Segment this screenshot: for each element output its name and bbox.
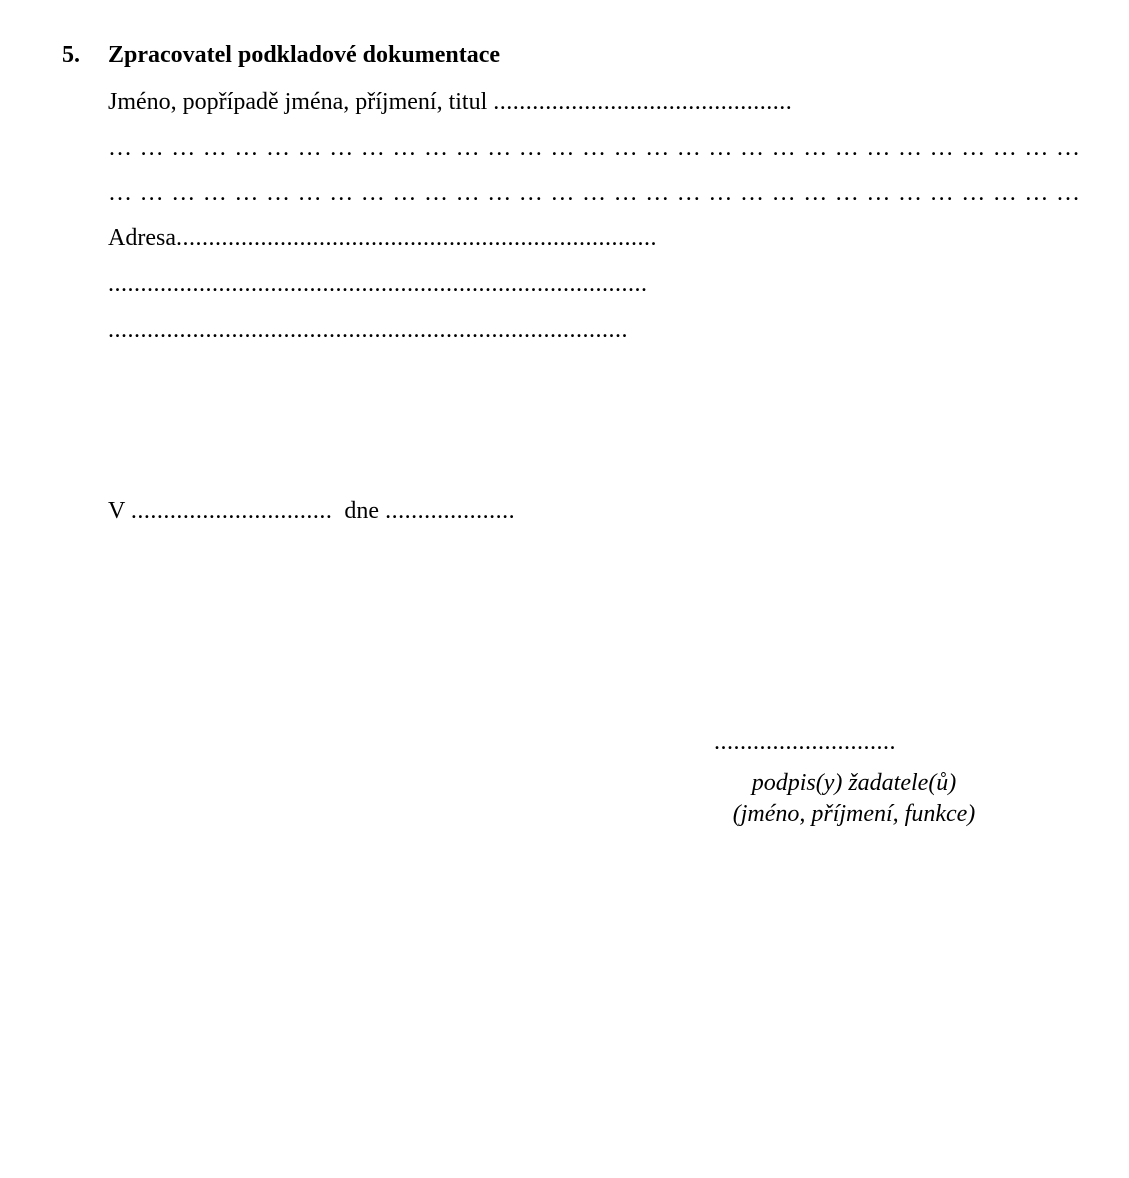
signature-label: podpis(y) žadatele(ů) bbox=[751, 770, 957, 796]
section-number: 5. bbox=[62, 42, 80, 68]
name-field-label: Jméno, popřípadě jména, příjmení, titul bbox=[108, 89, 488, 115]
address-field-blank-line-2: ................................................................................... bbox=[108, 271, 648, 297]
name-field-blank-line-3: … … … … … … … … … … … … … … … … … … … … … … … … … … … … … … … bbox=[108, 180, 1081, 206]
address-field-blank: .......................................................................... bbox=[175, 225, 657, 251]
name-field-row bbox=[108, 90, 792, 114]
address-field-blank-line-3: ................................................................................ bbox=[108, 317, 628, 343]
place-label: V bbox=[108, 498, 125, 524]
name-field-blank-line-2: … … … … … … … … … … … … … … … … … … … … … … … … … … … … … … … bbox=[108, 135, 1081, 161]
address-field-row bbox=[108, 226, 657, 250]
place-blank: ............................... bbox=[130, 498, 333, 524]
date-blank: .................... bbox=[385, 498, 516, 524]
address-field-label: Adresa bbox=[108, 225, 176, 251]
place-date-row bbox=[108, 499, 515, 523]
date-label: dne bbox=[344, 498, 380, 524]
signature-sublabel: (jméno, příjmení, funkce) bbox=[732, 801, 976, 827]
section-title: Zpracovatel podkladové dokumentace bbox=[108, 42, 501, 68]
signature-blank: ............................ bbox=[714, 729, 896, 755]
name-field-blank: .............................................. bbox=[493, 89, 793, 115]
